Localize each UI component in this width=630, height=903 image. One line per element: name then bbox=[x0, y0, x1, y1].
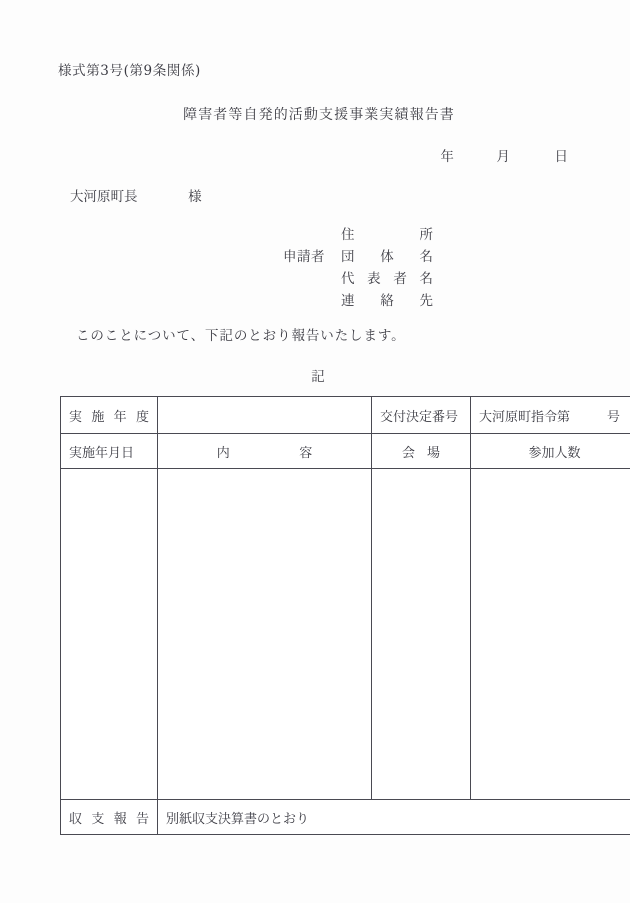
applicant-field-address: 住所 bbox=[341, 227, 433, 243]
applicant-row-representative bbox=[283, 268, 433, 290]
statement-text: このことについて、下記のとおり報告いたします。 bbox=[76, 328, 406, 344]
decision-number-prefix: 大河原町指令第 bbox=[479, 409, 571, 425]
applicant-field-representative: 代表者名 bbox=[341, 271, 433, 287]
applicant-field-contact: 連絡先 bbox=[341, 293, 433, 309]
cell-finance-label bbox=[61, 800, 158, 835]
addressee-honorific: 様 bbox=[188, 189, 202, 205]
applicant-row-organization bbox=[283, 246, 433, 268]
table-row-year bbox=[61, 397, 630, 434]
table-row bbox=[61, 469, 630, 800]
header-cell-venue bbox=[372, 434, 471, 469]
cell-entry-date[interactable] bbox=[61, 469, 158, 800]
finance-report-value: 別紙収支決算書のとおり bbox=[166, 811, 310, 827]
cell-decision-number-label bbox=[372, 397, 471, 434]
cell-entry-participants[interactable] bbox=[471, 469, 630, 800]
decision-number-suffix: 号 bbox=[606, 409, 620, 425]
applicant-row-contact bbox=[283, 290, 433, 312]
header-cell-content bbox=[158, 434, 372, 469]
addressee-line bbox=[70, 185, 202, 205]
date-month-label: 月 bbox=[496, 149, 510, 165]
addressee-name: 大河原町長 bbox=[70, 189, 138, 205]
header-cell-date bbox=[61, 434, 158, 469]
ki-mark: 記 bbox=[311, 369, 325, 385]
cell-decision-number-value[interactable] bbox=[471, 397, 630, 434]
document-title: 障害者等自発的活動支援事業実績報告書 bbox=[183, 107, 455, 123]
cell-entry-venue[interactable] bbox=[372, 469, 471, 800]
header-label-content-a: 内 bbox=[216, 445, 230, 461]
header-cell-participants bbox=[471, 434, 630, 469]
cell-finance-value[interactable] bbox=[158, 800, 630, 835]
header-label-venue-a: 会 bbox=[401, 445, 415, 461]
header-label-participants: 参加人数 bbox=[528, 445, 581, 461]
table-row-finance bbox=[61, 800, 630, 835]
header-label-date: 実施年月日 bbox=[69, 445, 135, 461]
table-header-row bbox=[61, 434, 630, 469]
report-table bbox=[60, 396, 630, 835]
label-implementation-year: 実施年度 bbox=[69, 409, 149, 425]
label-finance-report: 収支報告 bbox=[69, 811, 149, 827]
form-number: 様式第3号(第9条関係) bbox=[58, 63, 201, 79]
applicant-block bbox=[283, 224, 433, 312]
date-day-label: 日 bbox=[554, 149, 568, 165]
cell-year-label bbox=[61, 397, 158, 434]
date-line bbox=[440, 145, 568, 165]
header-label-content-b: 容 bbox=[299, 445, 313, 461]
header-label-venue-b: 場 bbox=[426, 445, 440, 461]
cell-entry-content[interactable] bbox=[158, 469, 372, 800]
cell-year-value[interactable] bbox=[158, 397, 372, 434]
applicant-label: 申請者 bbox=[283, 249, 325, 265]
applicant-row-address bbox=[283, 224, 433, 246]
label-decision-number: 交付決定番号 bbox=[380, 409, 459, 425]
applicant-field-organization: 団体名 bbox=[341, 249, 433, 265]
date-year-label: 年 bbox=[440, 149, 454, 165]
